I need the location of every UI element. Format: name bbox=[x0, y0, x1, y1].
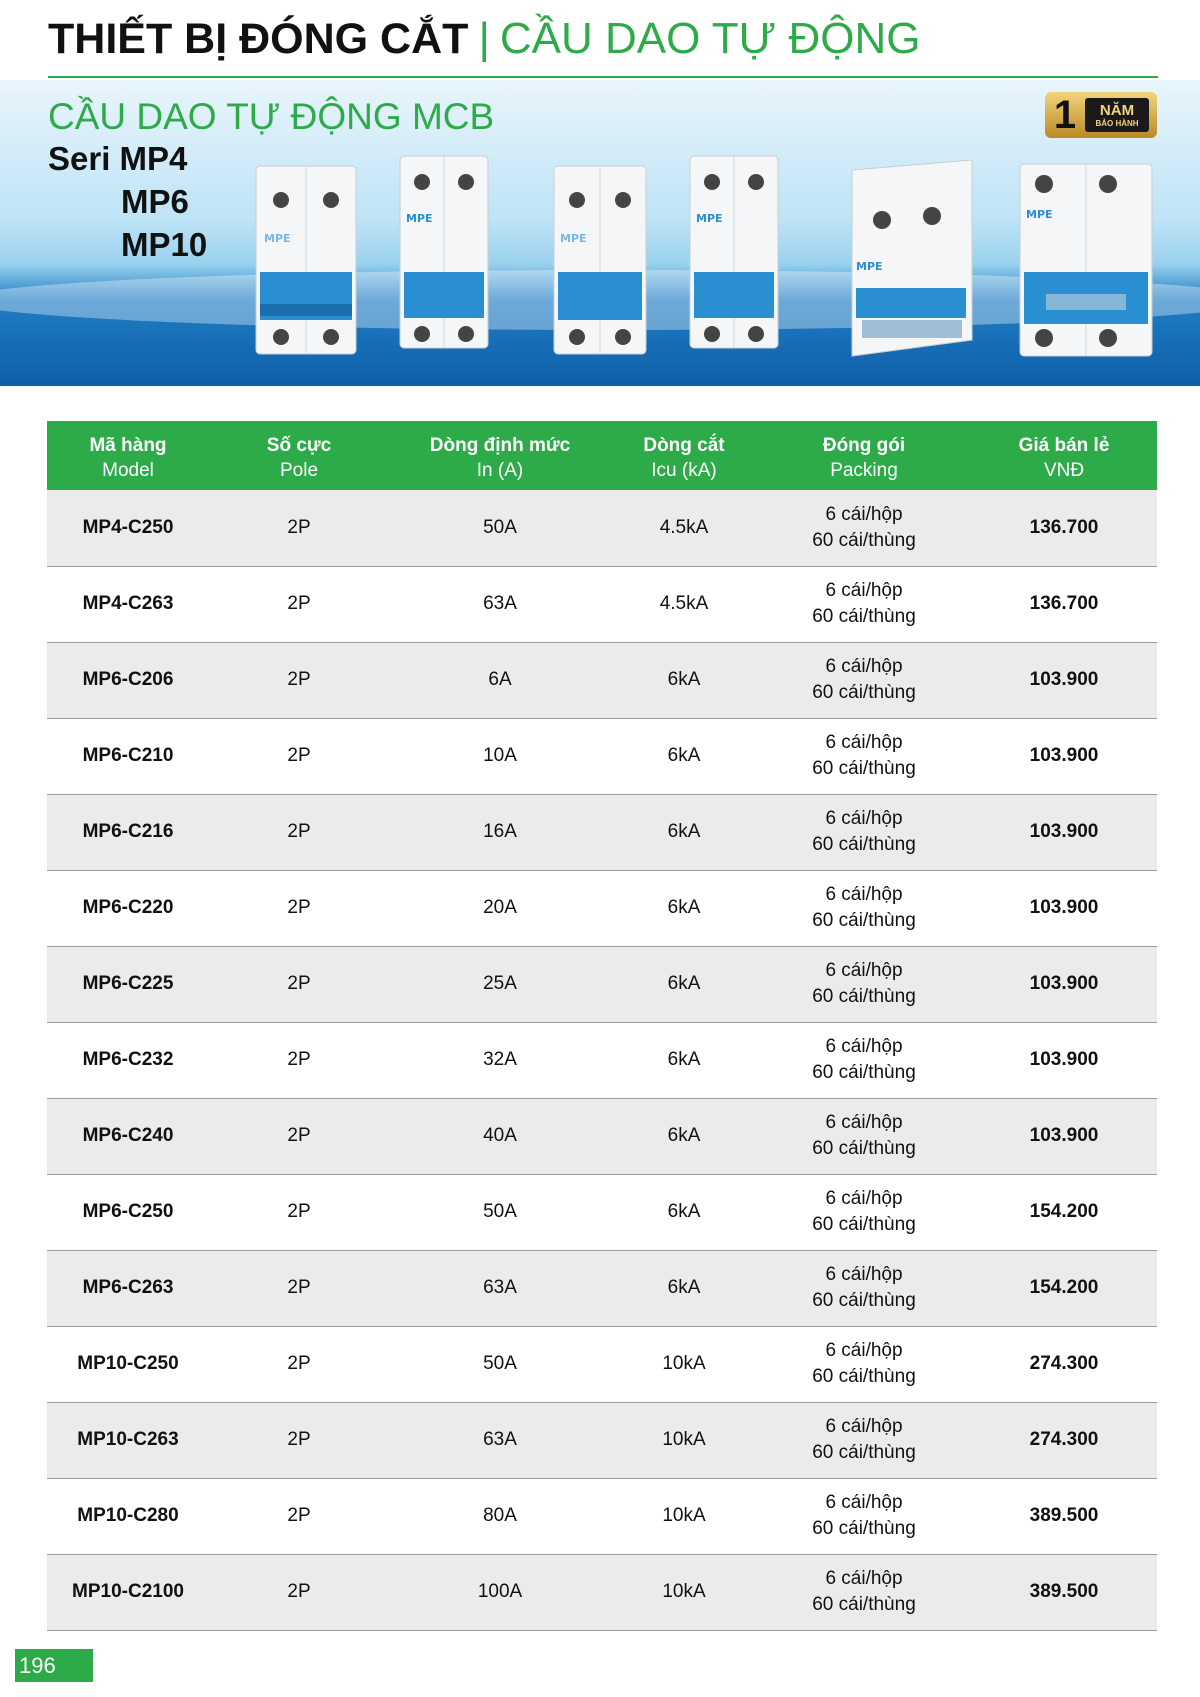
col-price: Giá bán lẻ VNĐ bbox=[1018, 434, 1110, 481]
table-row bbox=[47, 1250, 1157, 1326]
warranty-years: 1 bbox=[1053, 93, 1077, 137]
cell-rated: 25A bbox=[483, 973, 517, 994]
cell-pole: 2P bbox=[287, 1581, 311, 1602]
cell-rated: 80A bbox=[483, 1505, 517, 1526]
title-underline bbox=[48, 76, 1158, 78]
cell-breaking: 6kA bbox=[667, 821, 701, 842]
cell-model: MP6-C263 bbox=[82, 1277, 174, 1298]
cell-breaking: 6kA bbox=[667, 669, 701, 690]
cell-rated: 32A bbox=[483, 1049, 517, 1070]
cell-breaking: 6kA bbox=[667, 1201, 701, 1222]
cell-model: MP4-C263 bbox=[82, 593, 174, 614]
cell-breaking: 10kA bbox=[662, 1505, 706, 1526]
brand-text: MPE bbox=[1026, 208, 1053, 221]
cell-rated: 63A bbox=[483, 1429, 517, 1450]
cell-breaking: 6kA bbox=[667, 973, 701, 994]
cell-price: 103.900 bbox=[1029, 1049, 1099, 1070]
cell-packing: 6 cái/hộp 60 cái/thùng bbox=[812, 503, 916, 551]
cell-breaking: 10kA bbox=[662, 1429, 706, 1450]
table-row bbox=[47, 718, 1157, 794]
cell-rated: 10A bbox=[483, 745, 517, 766]
cell-rated: 16A bbox=[483, 821, 517, 842]
cell-pole: 2P bbox=[287, 1277, 311, 1298]
cell-pole: 2P bbox=[287, 973, 311, 994]
cell-price: 154.200 bbox=[1029, 1201, 1099, 1222]
cell-price: 103.900 bbox=[1029, 897, 1099, 918]
col-packing: Đóng gói Packing bbox=[822, 434, 906, 481]
cell-rated: 100A bbox=[477, 1581, 523, 1602]
cell-model: MP6-C220 bbox=[82, 897, 174, 918]
cell-price: 136.700 bbox=[1029, 516, 1099, 538]
cell-breaking: 6kA bbox=[667, 1049, 701, 1070]
col-pole: Số cực Pole bbox=[266, 434, 332, 481]
table-row bbox=[47, 1174, 1157, 1250]
series-mp6: MP6 bbox=[121, 183, 189, 220]
cell-packing: 6 cái/hộp 60 cái/thùng bbox=[812, 1264, 916, 1311]
cell-rated: 20A bbox=[483, 897, 517, 918]
table-row bbox=[47, 642, 1157, 718]
cell-packing: 6 cái/hộp 60 cái/thùng bbox=[812, 884, 916, 931]
brand-text: MPE bbox=[406, 212, 433, 225]
title-main: THIẾT BỊ ĐÓNG CẮT bbox=[48, 15, 469, 63]
table-row bbox=[47, 490, 1157, 566]
table-row bbox=[47, 794, 1157, 870]
brand-text: MPE bbox=[264, 232, 291, 245]
cell-price: 103.900 bbox=[1029, 973, 1099, 994]
cell-pole: 2P bbox=[287, 1429, 311, 1450]
table-header-row bbox=[47, 421, 1157, 490]
table-row bbox=[47, 946, 1157, 1022]
page-title bbox=[48, 14, 920, 74]
col-model: Mã hàng Model bbox=[89, 434, 167, 481]
cell-packing: 6 cái/hộp 60 cái/thùng bbox=[812, 656, 916, 703]
cell-packing: 6 cái/hộp 60 cái/thùng bbox=[812, 960, 916, 1007]
cell-packing: 6 cái/hộp 60 cái/thùng bbox=[812, 732, 916, 779]
cell-breaking: 10kA bbox=[662, 1581, 706, 1602]
cell-pole: 2P bbox=[287, 593, 311, 614]
cell-price: 389.500 bbox=[1029, 1581, 1099, 1602]
mcb-product-image bbox=[832, 160, 982, 364]
cell-price: 136.700 bbox=[1029, 593, 1099, 614]
cell-packing: 6 cái/hộp 60 cái/thùng bbox=[812, 1340, 916, 1387]
cell-model: MP6-C232 bbox=[82, 1049, 174, 1070]
title-sub: CẦU DAO TỰ ĐỘNG bbox=[499, 14, 921, 63]
cell-price: 103.900 bbox=[1029, 745, 1099, 766]
cell-rated: 50A bbox=[483, 1353, 517, 1374]
warranty-badge bbox=[1045, 92, 1157, 138]
cell-packing: 6 cái/hộp 60 cái/thùng bbox=[812, 1036, 916, 1083]
cell-model: MP6-C210 bbox=[82, 745, 174, 766]
product-banner bbox=[0, 80, 1200, 386]
series-mp4: Seri MP4 bbox=[48, 140, 188, 177]
cell-rated: 63A bbox=[483, 593, 517, 614]
cell-price: 103.900 bbox=[1029, 669, 1099, 690]
brand-text: MPE bbox=[856, 260, 883, 273]
cell-model: MP10-C250 bbox=[77, 1353, 179, 1374]
cell-model: MP6-C240 bbox=[82, 1125, 174, 1146]
mcb-product-image bbox=[396, 152, 492, 352]
cell-rated: 40A bbox=[483, 1125, 517, 1146]
cell-breaking: 6kA bbox=[667, 1277, 701, 1298]
cell-pole: 2P bbox=[287, 1505, 311, 1526]
cell-pole: 2P bbox=[287, 1353, 311, 1374]
cell-packing: 6 cái/hộp 60 cái/thùng bbox=[812, 808, 916, 855]
warranty-unit: NĂM bbox=[1099, 101, 1135, 119]
brand-text: MPE bbox=[696, 212, 723, 225]
col-breaking-capacity: Dòng cắt Icu (kA) bbox=[643, 434, 725, 481]
cell-model: MP6-C216 bbox=[82, 821, 174, 842]
table-row bbox=[47, 1022, 1157, 1098]
cell-model: MP6-C250 bbox=[82, 1201, 174, 1222]
cell-breaking: 6kA bbox=[667, 897, 701, 918]
cell-price: 274.300 bbox=[1029, 1429, 1099, 1450]
brand-text: MPE bbox=[560, 232, 587, 245]
cell-rated: 50A bbox=[483, 516, 517, 538]
cell-pole: 2P bbox=[287, 897, 311, 918]
cell-price: 103.900 bbox=[1029, 1125, 1099, 1146]
cell-model: MP6-C206 bbox=[82, 669, 174, 690]
cell-breaking: 4.5kA bbox=[659, 516, 709, 538]
cell-packing: 6 cái/hộp 60 cái/thùng bbox=[812, 1416, 916, 1463]
mcb-product-image bbox=[252, 162, 360, 358]
cell-packing: 6 cái/hộp 60 cái/thùng bbox=[812, 1568, 916, 1615]
mcb-product-image bbox=[686, 152, 782, 352]
cell-pole: 2P bbox=[287, 745, 311, 766]
table-row bbox=[47, 566, 1157, 642]
cell-rated: 6A bbox=[488, 669, 512, 690]
cell-price: 274.300 bbox=[1029, 1353, 1099, 1374]
page-number: 196 bbox=[15, 1649, 93, 1682]
table-row bbox=[47, 1554, 1157, 1630]
title-separator: | bbox=[478, 14, 490, 63]
cell-model: MP10-C280 bbox=[77, 1505, 179, 1526]
cell-pole: 2P bbox=[287, 821, 311, 842]
cell-pole: 2P bbox=[287, 1125, 311, 1146]
cell-price: 154.200 bbox=[1029, 1277, 1099, 1298]
cell-price: 389.500 bbox=[1029, 1505, 1099, 1526]
cell-packing: 6 cái/hộp 60 cái/thùng bbox=[812, 1112, 916, 1159]
cell-packing: 6 cái/hộp 60 cái/thùng bbox=[812, 1492, 916, 1539]
cell-pole: 2P bbox=[287, 1201, 311, 1222]
table-row bbox=[47, 1402, 1157, 1478]
cell-pole: 2P bbox=[287, 1049, 311, 1070]
warranty-text: BẢO HÀNH bbox=[1095, 118, 1139, 128]
table-row bbox=[47, 1478, 1157, 1554]
banner-heading: CẦU DAO TỰ ĐỘNG MCB bbox=[48, 96, 495, 137]
table-row bbox=[47, 1326, 1157, 1402]
cell-model: MP10-C263 bbox=[77, 1429, 179, 1450]
cell-price: 103.900 bbox=[1029, 821, 1099, 842]
cell-model: MP4-C250 bbox=[82, 516, 174, 538]
cell-pole: 2P bbox=[287, 516, 311, 538]
cell-breaking: 6kA bbox=[667, 745, 701, 766]
cell-packing: 6 cái/hộp 60 cái/thùng bbox=[812, 1188, 916, 1235]
cell-pole: 2P bbox=[287, 669, 311, 690]
table-row bbox=[47, 870, 1157, 946]
col-rated-current: Dòng định mức In (A) bbox=[429, 434, 571, 481]
mcb-product-image bbox=[1016, 160, 1156, 360]
cell-breaking: 10kA bbox=[662, 1353, 706, 1374]
cell-breaking: 6kA bbox=[667, 1125, 701, 1146]
series-mp10: MP10 bbox=[121, 226, 208, 263]
mcb-product-image bbox=[550, 162, 650, 358]
cell-rated: 63A bbox=[483, 1277, 517, 1298]
price-table bbox=[47, 421, 1157, 1631]
cell-rated: 50A bbox=[483, 1201, 517, 1222]
cell-breaking: 4.5kA bbox=[659, 593, 709, 614]
warranty-label-box bbox=[1085, 98, 1149, 132]
cell-model: MP10-C2100 bbox=[72, 1581, 184, 1602]
cell-model: MP6-C225 bbox=[82, 973, 174, 994]
cell-packing: 6 cái/hộp 60 cái/thùng bbox=[812, 580, 916, 627]
table-row bbox=[47, 1098, 1157, 1174]
